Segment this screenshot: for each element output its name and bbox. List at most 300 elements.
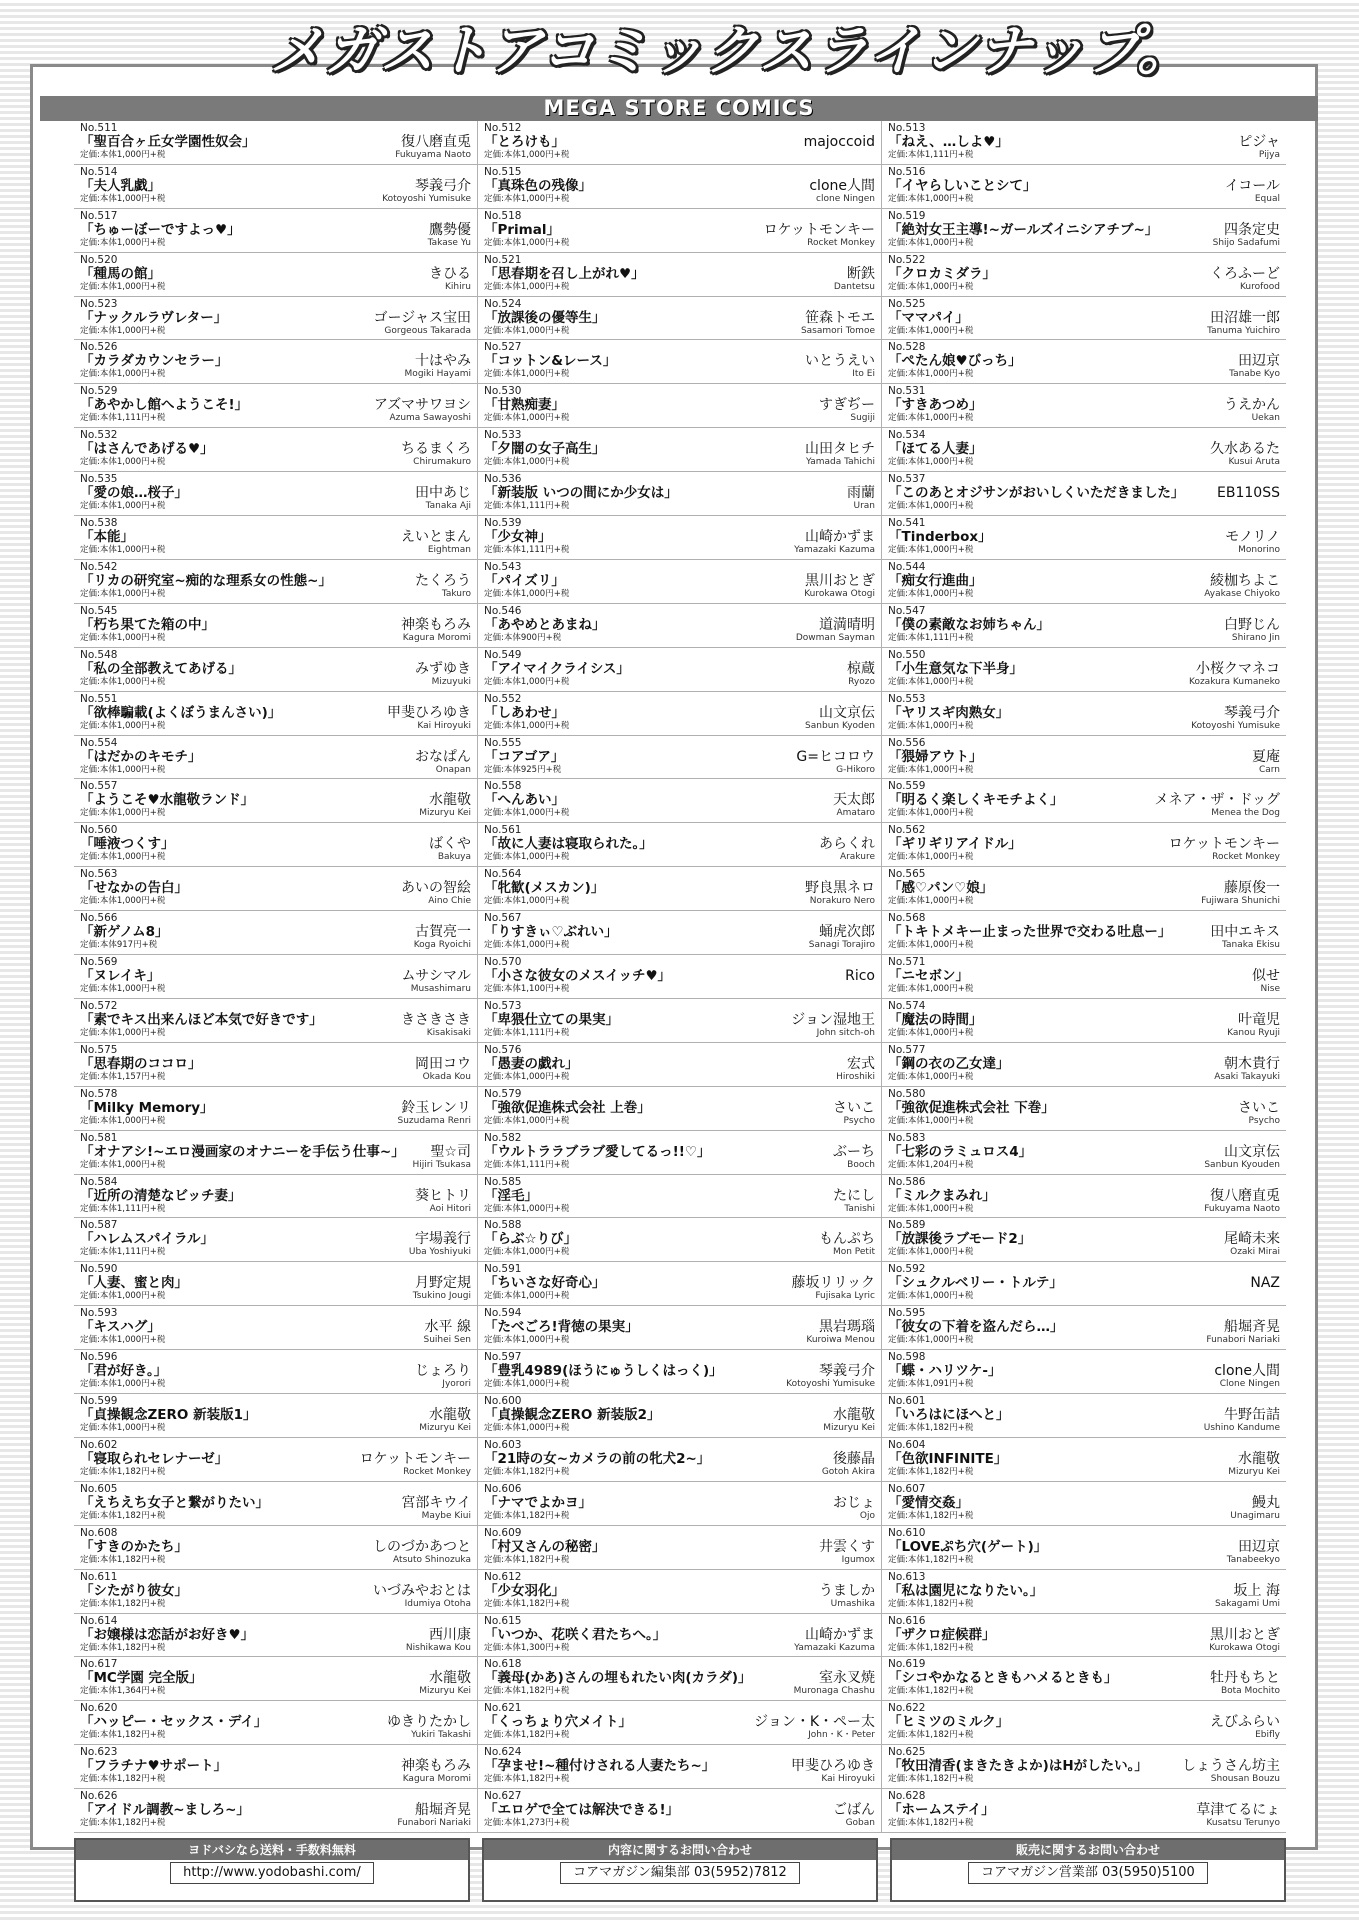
author-name: おなぱん <box>415 748 471 765</box>
author-name: ムサシマル <box>401 968 471 985</box>
catalog-number: No.516 <box>888 165 926 178</box>
price: 定価:本体1,000円+税 <box>80 1027 166 1038</box>
author-romaji: Gorgeous Takarada <box>384 325 471 336</box>
catalog-number: No.526 <box>80 341 118 354</box>
author-romaji: Kurofood <box>1239 281 1280 292</box>
catalog-number: No.607 <box>888 1482 926 1495</box>
comic-title: 「へんあい」 <box>484 792 565 809</box>
catalog-number: No.609 <box>484 1526 522 1539</box>
comic-entry <box>478 823 882 867</box>
comic-entry <box>882 999 1286 1043</box>
catalog-number: No.569 <box>80 956 118 969</box>
catalog-number: No.546 <box>484 604 522 617</box>
comic-title: 「Tinderbox」 <box>888 529 992 546</box>
price: 定価:本体1,000円+税 <box>80 545 166 556</box>
catalog-number: No.513 <box>888 122 926 134</box>
catalog-number: No.550 <box>888 648 926 661</box>
catalog-number: No.595 <box>888 1307 926 1320</box>
catalog-number: No.583 <box>888 1131 926 1144</box>
price: 定価:本体1,111円+税 <box>484 1159 570 1170</box>
price: 定価:本体1,000円+税 <box>888 501 974 512</box>
author-name: 笹森トモエ <box>805 309 875 326</box>
catalog-number: No.534 <box>888 429 926 442</box>
comic-entry <box>74 1570 478 1614</box>
author-romaji: Ozaki Mirai <box>1230 1247 1280 1258</box>
author-name: えいとまん <box>401 529 471 546</box>
price: 定価:本体1,111円+税 <box>80 1203 166 1214</box>
comic-entry <box>478 209 882 253</box>
comic-title: 「愛の娘…桜子」 <box>80 485 188 502</box>
author-romaji: Fukuyama Naoto <box>395 150 471 160</box>
price: 定価:本体1,000円+税 <box>484 588 570 599</box>
price: 定価:本体1,000円+税 <box>80 281 166 292</box>
comic-title: 「新ゲノム8」 <box>80 924 169 941</box>
comic-entry <box>74 648 478 692</box>
price: 定価:本体1,000円+税 <box>888 1203 974 1214</box>
comic-title: 「ヌレイキ」 <box>80 968 161 985</box>
comic-title: 「小さな彼女のメスイッチ♥」 <box>484 968 672 985</box>
author-name: 山文京伝 <box>819 704 875 721</box>
price: 定価:本体1,000円+税 <box>80 808 166 819</box>
catalog-number: No.557 <box>80 780 118 793</box>
catalog-number: No.610 <box>888 1526 926 1539</box>
author-romaji: Hiroshiki <box>836 1071 875 1082</box>
comic-title: 「はだかのキモチ」 <box>80 748 202 765</box>
comic-entry <box>882 1394 1286 1438</box>
author-romaji: Equal <box>1254 193 1280 204</box>
comic-title: 「豊乳4989(ほうにゅうしくはっく)」 <box>484 1363 723 1380</box>
price: 定価:本体1,000円+税 <box>484 720 570 731</box>
comic-title: 「りすきぃ♡ぶれい」 <box>484 924 618 941</box>
comic-entry <box>478 779 882 823</box>
author-romaji: Uran <box>853 501 875 512</box>
price: 定価:本体1,182円+税 <box>888 1423 974 1434</box>
author-name: うましか <box>819 1582 875 1599</box>
catalog-number: No.571 <box>888 956 926 969</box>
comic-title: 「思春期を召し上がれ♥」 <box>484 265 645 282</box>
author-name: 蛹虎次郎 <box>819 924 875 941</box>
comic-entry <box>882 472 1286 516</box>
catalog-number: No.566 <box>80 912 118 925</box>
author-name: 藤坂リリック <box>791 1275 875 1292</box>
catalog-number: No.624 <box>484 1746 522 1759</box>
price: 定価:本体1,364円+税 <box>80 1686 166 1697</box>
price: 定価:本体1,000円+税 <box>80 1379 166 1390</box>
catalog-number: No.622 <box>888 1702 926 1715</box>
author-name: 小桜クマネコ <box>1196 660 1280 677</box>
comic-title: 「感♡パン♡娘」 <box>888 880 994 897</box>
author-name: しょうさん坊主 <box>1182 1758 1280 1775</box>
catalog-number: No.625 <box>888 1746 926 1759</box>
author-name: Rico <box>845 968 875 985</box>
catalog-number: No.591 <box>484 1263 522 1276</box>
author-name: 聖☆司 <box>430 1143 471 1160</box>
author-romaji: Carn <box>1258 764 1280 775</box>
catalog-number: No.554 <box>80 736 118 749</box>
price: 定価:本体1,000円+税 <box>888 940 974 951</box>
author-name: 水平 線 <box>424 1319 471 1336</box>
catalog-number: No.626 <box>80 1790 118 1803</box>
comic-entry <box>882 1789 1286 1833</box>
price: 定価:本体1,000円+税 <box>80 896 166 907</box>
price: 定価:本体1,000円+税 <box>80 676 166 687</box>
price: 定価:本体1,111円+税 <box>80 1247 166 1258</box>
comic-entry <box>478 867 882 911</box>
comic-entry <box>882 779 1286 823</box>
comic-entry <box>478 1262 882 1306</box>
comic-entry <box>478 1043 882 1087</box>
author-name: 鈴玉レンリ <box>401 1099 471 1116</box>
catalog-number: No.559 <box>888 780 926 793</box>
price: 定価:本体1,000円+税 <box>484 896 570 907</box>
catalog-number: No.524 <box>484 297 522 310</box>
author-name: モノリノ <box>1225 529 1280 546</box>
comic-entry <box>74 297 478 341</box>
price: 定価:本体1,182円+税 <box>80 1730 166 1741</box>
catalog-number: No.605 <box>80 1482 118 1495</box>
price: 定価:本体1,000円+税 <box>80 457 166 468</box>
author-romaji: Muronaga Chashu <box>793 1686 875 1697</box>
author-romaji: Kagura Moromi <box>402 1774 471 1785</box>
price: 定価:本体1,182円+税 <box>888 1510 974 1521</box>
author-name: 黒川おとぎ <box>1210 1626 1280 1643</box>
author-name: 四条定史 <box>1224 221 1280 238</box>
author-name: ジョン湿地王 <box>791 1011 875 1028</box>
author-name: ロケットモンキー <box>1168 836 1280 853</box>
price: 定価:本体1,100円+税 <box>484 984 570 995</box>
author-name: えびふらい <box>1210 1714 1280 1731</box>
author-romaji: Kuroiwa Menou <box>806 1335 875 1346</box>
comic-entry <box>478 297 882 341</box>
comic-title: 「パイズリ」 <box>484 572 565 589</box>
author-name: 断鉄 <box>847 265 875 282</box>
page-title: メガストアコミックスラインナップ。 <box>270 19 1193 82</box>
author-romaji: Rocket Monkey <box>403 1466 471 1477</box>
comic-title: 「人妻、蜜と肉」 <box>80 1275 188 1292</box>
author-name: 天太郎 <box>833 792 875 809</box>
comic-title: 「ミルクまみれ」 <box>888 1187 996 1204</box>
author-name: 水龍敬 <box>429 1670 471 1687</box>
comic-title: 「ギリギリアイドル」 <box>888 836 1022 853</box>
author-romaji: Ojo <box>859 1510 875 1521</box>
author-name: 山崎かずま <box>805 529 875 546</box>
catalog-number: No.592 <box>888 1263 926 1276</box>
catalog-number: No.565 <box>888 868 926 881</box>
comic-title: 「聖百合ヶ丘女学園性奴会」 <box>80 134 256 150</box>
price: 定価:本体1,000円+税 <box>80 720 166 731</box>
author-name: ロケットモンキー <box>359 1450 471 1467</box>
author-name: 田沼雄一郎 <box>1210 309 1280 326</box>
price: 定価:本体1,000円+税 <box>888 764 974 775</box>
comic-entry <box>478 1438 882 1482</box>
comic-entry <box>74 1614 478 1658</box>
comic-entry <box>478 1131 882 1175</box>
author-name: さいこ <box>833 1099 875 1116</box>
author-romaji: Onapan <box>435 764 471 775</box>
author-romaji: Kotoyoshi Yumisuke <box>382 193 471 204</box>
author-romaji: G-Hikoro <box>836 764 875 775</box>
author-name: 田中エキス <box>1210 924 1280 941</box>
price: 定価:本体1,000円+税 <box>80 325 166 336</box>
price: 定価:本体1,182円+税 <box>888 1598 974 1609</box>
author-romaji: Tanabe Kyo <box>1229 369 1280 380</box>
catalog-number: No.568 <box>888 912 926 925</box>
catalog-number: No.587 <box>80 1219 118 1232</box>
author-name: 宇場義行 <box>415 1231 471 1248</box>
comic-title: 「淫毛」 <box>484 1187 538 1204</box>
yodobashi-link[interactable]: http://www.yodobashi.com/ <box>170 1862 374 1884</box>
author-romaji: Kurokawa Otogi <box>804 588 875 599</box>
catalog-number: No.597 <box>484 1351 522 1364</box>
comic-entry <box>74 1394 478 1438</box>
author-name: ピジャ <box>1238 134 1280 150</box>
price: 定価:本体1,000円+税 <box>484 808 570 819</box>
price: 定価:本体1,204円+税 <box>888 1159 974 1170</box>
price: 定価:本体1,157円+税 <box>80 1071 166 1082</box>
author-romaji: Mizuryu Kei <box>419 1686 471 1697</box>
author-name: 椋蔵 <box>847 660 875 677</box>
catalog-number: No.613 <box>888 1570 926 1583</box>
comic-title: 「すきのかたち」 <box>80 1538 188 1555</box>
author-name: 後藤晶 <box>833 1450 875 1467</box>
footer-editorial-box <box>482 1838 878 1902</box>
comic-title: 「ほてる人妻」 <box>888 441 983 458</box>
comic-entry <box>882 297 1286 341</box>
author-romaji: Sasamori Tomoe <box>800 325 875 336</box>
comic-title: 「シュクルベリー・トルテ」 <box>888 1275 1063 1292</box>
comic-entry <box>478 253 882 297</box>
author-name: ちるまくろ <box>401 441 471 458</box>
comic-title: 「朽ち果てた箱の中」 <box>80 616 215 633</box>
catalog-number: No.564 <box>484 868 522 881</box>
catalog-number: No.579 <box>484 1087 522 1100</box>
comic-title: 「らぶ☆りび」 <box>484 1231 578 1248</box>
comic-entry <box>74 165 478 209</box>
author-name: 船堀斉晃 <box>415 1802 471 1819</box>
catalog-number: No.611 <box>80 1570 118 1583</box>
catalog-number: No.574 <box>888 999 926 1012</box>
comic-entry <box>74 516 478 560</box>
comic-title: 「あやめとあまね」 <box>484 616 606 633</box>
price: 定価:本体1,000円+税 <box>484 1115 570 1126</box>
price: 定価:本体1,182円+税 <box>888 1774 974 1785</box>
comic-title: 「貞操観念ZERO 新装版1」 <box>80 1407 257 1424</box>
price: 定価:本体1,182円+税 <box>888 1466 974 1477</box>
author-romaji: Suzudama Renri <box>397 1115 471 1126</box>
comic-entry <box>478 516 882 560</box>
comic-title: 「アイドル調教~ましろ~」 <box>80 1802 250 1819</box>
catalog-number: No.584 <box>80 1175 118 1188</box>
author-name: 水龍敬 <box>429 792 471 809</box>
price: 定価:本体1,000円+税 <box>888 1115 974 1126</box>
price: 定価:本体1,000円+税 <box>888 1291 974 1302</box>
comic-entry <box>882 1350 1286 1394</box>
catalog-number: No.551 <box>80 692 118 705</box>
catalog-number: No.601 <box>888 1395 926 1408</box>
comic-title: 「愚妻の戯れ」 <box>484 1055 579 1072</box>
author-name: ぶーち <box>833 1143 875 1160</box>
comic-title: 「LOVEぷち穴(ゲート)」 <box>888 1538 1048 1555</box>
comic-entry <box>478 1482 882 1526</box>
comic-title: 「ぺたん娘♥びっち」 <box>888 353 1022 370</box>
catalog-number: No.527 <box>484 341 522 354</box>
price: 定価:本体1,111円+税 <box>80 413 166 424</box>
comic-title: 「新装版 いつの間にか少女は」 <box>484 485 678 502</box>
comic-title: 「貞操観念ZERO 新装版2」 <box>484 1407 661 1424</box>
author-name: 神楽もろみ <box>401 1758 471 1775</box>
author-name: あいの智絵 <box>401 880 471 897</box>
author-romaji: Tanaka Aji <box>425 501 471 512</box>
comic-entry <box>478 604 882 648</box>
comic-entry <box>478 911 882 955</box>
catalog-number: No.547 <box>888 604 926 617</box>
author-romaji: Monorino <box>1238 545 1280 556</box>
footer-heading: 販売に関するお問い合わせ <box>892 1840 1284 1860</box>
author-romaji: Kagura Moromi <box>402 632 471 643</box>
comic-title: 「トキトメキー止まった世界で交わる吐息ー」 <box>888 924 1172 941</box>
catalog-number: No.514 <box>80 165 118 178</box>
price: 定価:本体1,182円+税 <box>80 1774 166 1785</box>
author-romaji: Kusui Aruta <box>1228 457 1280 468</box>
comic-title: 「素でキス出来んほど本気で好きです」 <box>80 1011 323 1028</box>
comic-title: 「色欲INFINITE」 <box>888 1450 1008 1467</box>
comic-entry <box>74 1087 478 1131</box>
comic-entry <box>882 253 1286 297</box>
price: 定価:本体1,000円+税 <box>80 1423 166 1434</box>
price: 定価:本体1,000円+税 <box>888 896 974 907</box>
catalog-number: No.512 <box>484 122 522 134</box>
author-romaji: Takase Yu <box>427 237 471 248</box>
author-name: たにし <box>833 1187 875 1204</box>
author-romaji: Dantetsu <box>833 281 875 292</box>
price: 定価:本体1,000円+税 <box>484 1335 570 1346</box>
comic-title: 「甘熟痴妻」 <box>484 397 565 414</box>
price: 定価:本体1,000円+税 <box>888 984 974 995</box>
comic-title: 「ねえ、…しよ♥」 <box>888 134 1009 150</box>
catalog-number: No.573 <box>484 999 522 1012</box>
author-romaji: Mizuryu Kei <box>1228 1466 1280 1477</box>
catalog-number: No.538 <box>80 517 118 530</box>
author-romaji: Norakuro Nero <box>809 896 875 907</box>
comic-entry <box>478 340 882 384</box>
author-name: 復八磨直兎 <box>401 134 471 150</box>
comic-title: 「ハレムスパイラル」 <box>80 1231 215 1248</box>
price: 定価:本体1,000円+税 <box>888 281 974 292</box>
catalog-number: No.521 <box>484 253 522 266</box>
comic-entry <box>478 1306 882 1350</box>
comic-title: 「僕の素敵なお姉ちゃん」 <box>888 616 1050 633</box>
comic-title: 「いろはにほへと」 <box>888 1407 1010 1424</box>
comic-title: 「小生意気な下半身」 <box>888 660 1023 677</box>
comic-entry <box>74 1306 478 1350</box>
author-name: 水龍敬 <box>833 1407 875 1424</box>
price: 定価:本体1,000円+税 <box>80 501 166 512</box>
author-name: 黒川おとぎ <box>805 572 875 589</box>
author-romaji: Yukiri Takashi <box>411 1730 471 1741</box>
comic-entry <box>882 648 1286 692</box>
author-name: 山田タヒチ <box>805 441 875 458</box>
catalog-number: No.616 <box>888 1614 926 1627</box>
banner-subtitle: MEGA STORE COMICS <box>543 96 815 120</box>
comic-title: 「本能」 <box>80 529 134 546</box>
catalog-number: No.517 <box>80 209 118 222</box>
comic-title: 「くっちょり穴メイト」 <box>484 1714 632 1731</box>
author-name: 久水あるた <box>1210 441 1280 458</box>
author-romaji: Mizuryu Kei <box>419 808 471 819</box>
comic-entry <box>882 1306 1286 1350</box>
catalog-number: No.594 <box>484 1307 522 1320</box>
comic-entry <box>74 1350 478 1394</box>
author-name: おじょ <box>833 1494 875 1511</box>
author-romaji: Kai Hiroyuki <box>821 1774 875 1785</box>
author-romaji: Azuma Sawayoshi <box>389 413 471 424</box>
comic-entry <box>74 1657 478 1701</box>
author-name: いとうえい <box>805 353 875 370</box>
comic-entry <box>478 1175 882 1219</box>
comic-entry <box>478 736 882 780</box>
author-romaji: Atsuto Shinozuka <box>393 1554 471 1565</box>
catalog-number: No.606 <box>484 1482 522 1495</box>
author-romaji: Mizuryu Kei <box>419 1423 471 1434</box>
price: 定価:本体1,000円+税 <box>484 676 570 687</box>
author-name: 室永叉焼 <box>819 1670 875 1687</box>
author-name: majoccoid <box>803 134 875 150</box>
author-name: 岡田コウ <box>415 1055 471 1072</box>
comic-title: 「寝取られセレナーゼ」 <box>80 1450 229 1467</box>
catalog-number: No.627 <box>484 1790 522 1803</box>
author-romaji: Kai Hiroyuki <box>417 720 471 731</box>
comic-title: 「クロカミダラ」 <box>888 265 996 282</box>
catalog-number: No.515 <box>484 165 522 178</box>
catalog-number: No.537 <box>888 473 926 486</box>
catalog-number: No.519 <box>888 209 926 222</box>
price: 定価:本体1,000円+税 <box>484 1423 570 1434</box>
footer-heading: 内容に関するお問い合わせ <box>484 1840 876 1860</box>
author-name: 古賀亮一 <box>415 924 471 941</box>
comic-title: 「オナアシ!~エロ漫画家のオナニーを手伝う仕事~」 <box>80 1143 405 1160</box>
catalog-number: No.612 <box>484 1570 522 1583</box>
comic-title: 「ヒミツのミルク」 <box>888 1714 1010 1731</box>
comic-title: 「私は園児になりたい。」 <box>888 1582 1044 1599</box>
author-romaji: Kurokawa Otogi <box>1209 1642 1280 1653</box>
catalog-number: No.530 <box>484 385 522 398</box>
author-romaji: Nise <box>1260 984 1280 995</box>
comic-entry <box>882 1262 1286 1306</box>
catalog-number: No.598 <box>888 1351 926 1364</box>
author-romaji: Kusatsu Terunyo <box>1206 1818 1280 1829</box>
comic-title: 「蝶・ハリツケ-」 <box>888 1363 1002 1380</box>
author-name: 鰻丸 <box>1252 1494 1280 1511</box>
comic-entry <box>74 253 478 297</box>
comic-entry <box>74 823 478 867</box>
catalog-number: No.523 <box>80 297 118 310</box>
comic-entry <box>74 209 478 253</box>
price: 定価:本体1,000円+税 <box>888 369 974 380</box>
editorial-contact: コアマガジン編集部 03(5952)7812 <box>560 1862 800 1884</box>
comic-title: 「君が好き。」 <box>80 1363 168 1380</box>
comic-entry <box>882 516 1286 560</box>
author-romaji: Hijiri Tsukasa <box>412 1159 471 1170</box>
catalog-number: No.576 <box>484 1043 522 1056</box>
author-name: 神楽もろみ <box>401 616 471 633</box>
comic-entry <box>882 1218 1286 1262</box>
comic-title: 「私の全部教えてあげる」 <box>80 660 242 677</box>
comic-title: 「夕闇の女子高生」 <box>484 441 606 458</box>
comic-entry <box>882 1087 1286 1131</box>
comic-title: 「牝歓(メスカン)」 <box>484 880 605 897</box>
header-banner <box>40 96 1318 121</box>
author-name: ゆきりたかし <box>387 1714 471 1731</box>
